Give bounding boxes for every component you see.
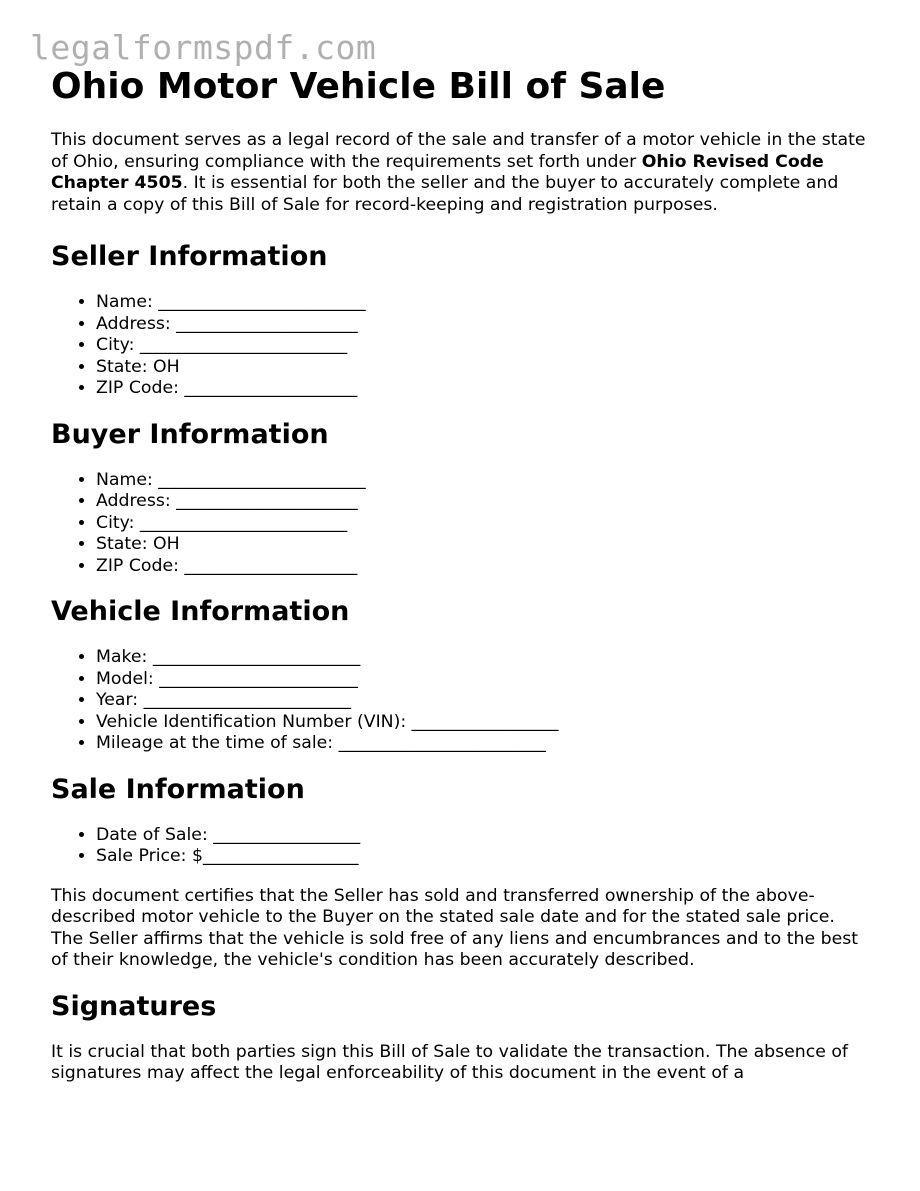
vehicle-model-item: • Model: _______________________ — [96, 669, 871, 691]
intro-text-after: . It is essential for both the seller and the buyer to accurately complete and retain a copy of this Bill of Sale for record-keeping and registration purposes. — [51, 173, 839, 215]
buyer-list — [51, 470, 871, 578]
seller-city-item: • City: ________________________ — [96, 335, 871, 357]
buyer-city-item: • City: ________________________ — [96, 513, 871, 535]
document-page — [51, 64, 871, 1085]
vehicle-make-item: • Make: ________________________ — [96, 647, 871, 669]
seller-zip-item: • ZIP Code: ____________________ — [96, 378, 871, 400]
vehicle-year-item: • Year: ________________________ — [96, 690, 871, 712]
vehicle-heading: Vehicle Information — [51, 596, 350, 627]
buyer-address-item: • Address: _____________________ — [96, 491, 871, 513]
seller-heading: Seller Information — [51, 241, 328, 272]
vehicle-mileage-item: • Mileage at the time of sale: ________________________ — [96, 733, 871, 755]
buyer-state-item: • State: OH — [96, 534, 871, 556]
certification-paragraph: This document certifies that the Seller has sold and transferred ownership of the above-described motor vehicle to the Buyer on the stated sale date and for the stated sale price. The Seller affirms that the vehicle is sold free of any liens and encumbrances and to the best of their knowledge, the vehicle's condition has been accurately described. — [51, 885, 858, 970]
signatures-paragraph: It is crucial that both parties sign this Bill of Sale to validate the transaction. The absence of signatures may affect the legal enforceability of this document in the event of a — [51, 1041, 849, 1083]
buyer-heading: Buyer Information — [51, 418, 329, 450]
seller-name-item: • Name: ________________________ — [96, 292, 871, 314]
buyer-name-item: • Name: ________________________ — [96, 470, 871, 492]
signatures-heading: Signatures — [51, 990, 217, 1022]
vehicle-list — [51, 647, 871, 755]
buyer-zip-item: • ZIP Code: ____________________ — [96, 556, 871, 578]
sale-date-item: • Date of Sale: _________________ — [96, 825, 871, 847]
sale-price-item: • Sale Price: $__________________ — [96, 846, 871, 868]
vehicle-vin-item: • Vehicle Identification Number (VIN): _________________ — [96, 712, 871, 734]
seller-address-item: • Address: _____________________ — [96, 314, 871, 336]
intro-paragraph — [51, 130, 871, 216]
document-title: Ohio Motor Vehicle Bill of Sale — [51, 66, 666, 107]
watermark-text: legalformspdf.com — [30, 28, 377, 67]
intro-code-reference: Ohio Revised Code Chapter 4505 — [51, 151, 824, 193]
intro-text-before: This document serves as a legal record of the sale and transfer of a motor vehicle in the state of Ohio, ensuring compliance with the requirements set forth under — [51, 130, 866, 172]
sale-list — [51, 825, 871, 868]
seller-state-item: • State: OH — [96, 357, 871, 379]
seller-list — [51, 292, 871, 400]
sale-heading: Sale Information — [51, 773, 305, 805]
